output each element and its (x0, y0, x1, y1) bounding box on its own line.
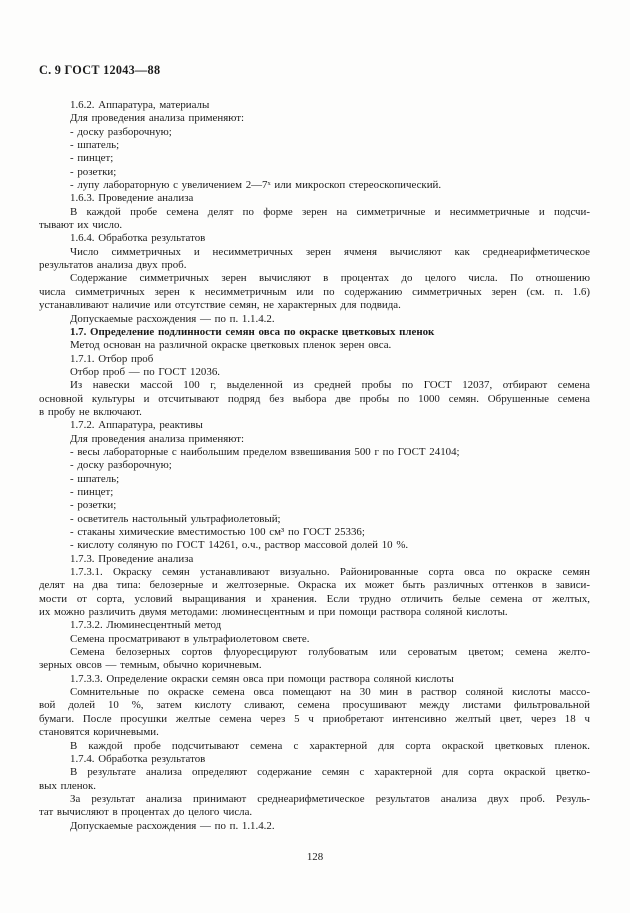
text-line: - доску разборочную; (70, 125, 172, 138)
text-line: основной культуры и отсчитывают подряд без выбора две пробы по 1000 семян. Обрушенные семена (39, 392, 590, 405)
text-line: делят на два типа: белозерные и желтозерные. Окраска их может быть различных оттенков в зависи- (39, 579, 590, 592)
text-line: устанавливают наличие или отсутствие семян, не характерных для подвида. (39, 299, 401, 312)
text-line: 1.7.2. Аппаратура, реактивы (70, 419, 203, 432)
text-line: - пинцет; (70, 152, 114, 165)
text-line: Содержание симметричных зерен вычисляют в процентах до целого числа. По отношению (70, 272, 590, 285)
page-header: С. 9 ГОСТ 12043—88 (39, 63, 161, 77)
text-line: - шпатель; (70, 139, 120, 152)
text-line: их можно различить двумя методами: люминесцентным и при помощи раствора соляной кислоты. (39, 606, 508, 619)
text-line: Из навески массой 100 г, выделенной из средней пробы по ГОСТ 12037, отбирают семена (70, 379, 590, 392)
text-line: 1.6.4. Обработка результатов (70, 232, 206, 245)
text-line: тывают их число. (39, 219, 123, 232)
text-line: Допускаемые расхождения — по п. 1.1.4.2. (70, 312, 275, 325)
text-line: Для проведения анализа применяют: (70, 432, 245, 445)
text-line: 1.7.1. Отбор проб (70, 352, 154, 365)
text-line: - доску разборочную; (70, 459, 172, 472)
text-line: В каждой пробе семена делят по форме зерен на симметричные и несимметричные и подсчи- (70, 205, 590, 218)
text-line: 1.7.3.2. Люминесцентный метод (70, 619, 222, 632)
document-body (39, 99, 590, 833)
text-line: 1.6.2. Аппаратура, материалы (70, 99, 210, 111)
page-number: 128 (306, 851, 324, 863)
text-line: - розетки; (70, 499, 117, 512)
text-line: - шпатель; (70, 472, 120, 485)
text-line: мости от сорта, условий выращивания и хранения. Если трудно отличить белые семена от желтых, (39, 592, 590, 605)
text-line: 1.7.4. Обработка результатов (70, 752, 206, 765)
text-line: тат вычисляют в процентах до целого числа. (39, 806, 253, 819)
text-line: Для проведения анализа применяют: (70, 112, 245, 125)
text-line: - пинцет; (70, 485, 114, 498)
text-line: бумаги. После просушки желтые семена через 5 ч приобретают интенсивно желтый цвет, через 18 ч (39, 712, 590, 725)
text-line: Допускаемые расхождения — по п. 1.1.4.2. (70, 819, 275, 832)
text-line: - кислоту соляную по ГОСТ 14261, о.ч., раствор массовой долей 10 %. (70, 539, 409, 552)
text-line: становятся коричневыми. (39, 726, 159, 739)
text-line: - стаканы химические вместимостью 100 см³ по ГОСТ 25336; (70, 526, 365, 538)
text-line: Семена просматривают в ультрафиолетовом свете. (70, 632, 310, 645)
text-line: в пробу не включают. (39, 405, 142, 418)
text-line: В каждой пробе подсчитывают семена с характерной для сорта окраской цветковых пленок. (70, 739, 590, 752)
text-line: 1.7.3. Проведение анализа (70, 552, 194, 565)
text-line: - весы лабораторные с наибольшим пределом взвешивания 500 г по ГОСТ 24104; (70, 445, 460, 458)
text-line: - розетки; (70, 165, 117, 178)
text-line: результатов анализа двух проб. (39, 259, 187, 272)
text-line: - осветитель настольный ультрафиолетовый; (70, 512, 281, 525)
text-line: числа симметричных зерен к несимметричным или по содержанию симметричных зерен (см. п. 1.6) (39, 285, 590, 298)
text-line: Сомнительные по окраске семена овса помещают на 30 мин в раствор соляной кислоты массо- (70, 686, 590, 699)
text-line: 1.7.3.3. Определение окраски семян овса при помощи раствора соляной кислоты (70, 672, 454, 685)
text-line: Метод основан на различной окраске цветковых пленок зерен овса. (70, 339, 392, 352)
text-line: вых пленок. (39, 779, 97, 792)
text-line: В результате анализа определяют содержание семян с характерной для сорта окраской цветко- (70, 766, 590, 779)
section-heading-line: 1.7. Определение подлинности семян овса по окраске цветковых пленок (70, 325, 435, 338)
text-line: За результат анализа принимают среднеарифметическое результатов анализа двух проб. Резуль- (70, 792, 590, 805)
text-line: вой долей 10 %, затем кислоту сливают, семена просушивают между листами фильтровальной (39, 699, 590, 712)
text-line: - лупу лабораторную с увеличением 2—7ˣ или микроскоп стереоскопический. (70, 179, 442, 192)
text-line: 1.7.3.1. Окраску семян устанавливают визуально. Районированные сорта овса по окраске семян (70, 566, 590, 579)
text-line: Отбор проб — по ГОСТ 12036. (70, 365, 220, 378)
text-line: Семена белозерных сортов флуоресцируют голубоватым или сероватым цветом; семена желто- (70, 646, 590, 659)
text-line: 1.6.3. Проведение анализа (70, 192, 194, 205)
text-line: зерных овсов — темным, обычно коричневым. (39, 659, 262, 672)
text-line: Число симметричных и несимметричных зерен ячменя вычисляют как среднеарифметическое (70, 245, 590, 258)
